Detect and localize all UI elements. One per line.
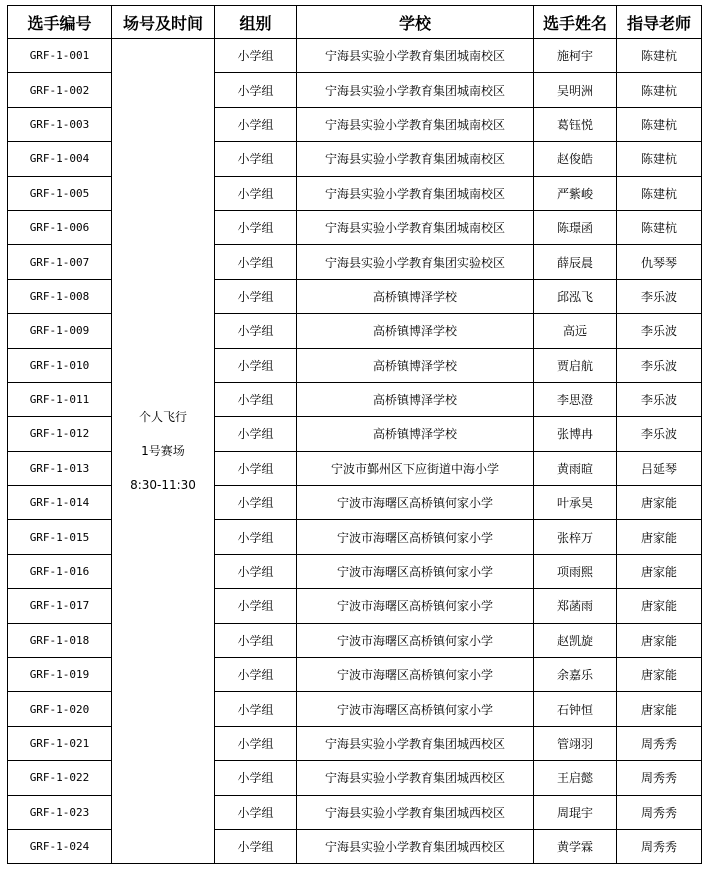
contestant-id-cell: GRF-1-023 [8,795,112,829]
teacher-cell: 周秀秀 [617,795,702,829]
contestant-id-cell: GRF-1-010 [8,348,112,382]
school-cell: 高桥镇博泽学校 [297,314,534,348]
contestant-name-cell: 张博冉 [534,417,617,451]
teacher-cell: 唐家能 [617,554,702,588]
contestant-id-cell: GRF-1-018 [8,623,112,657]
school-cell: 宁海县实验小学教育集团城西校区 [297,795,534,829]
teacher-cell: 陈建杭 [617,176,702,210]
contestant-id-cell: GRF-1-015 [8,520,112,554]
contestant-name-cell: 赵俊皓 [534,142,617,176]
contestant-table [7,5,702,864]
school-cell: 宁波市海曙区高桥镇何家小学 [297,658,534,692]
group-cell: 小学组 [215,39,297,73]
school-cell: 高桥镇博泽学校 [297,348,534,382]
group-cell: 小学组 [215,142,297,176]
school-cell: 高桥镇博泽学校 [297,417,534,451]
header-contestant-name: 选手姓名 [534,6,617,39]
group-cell: 小学组 [215,829,297,863]
teacher-cell: 陈建杭 [617,210,702,244]
teacher-cell: 唐家能 [617,486,702,520]
group-cell: 小学组 [215,623,297,657]
school-cell: 高桥镇博泽学校 [297,382,534,416]
contestant-id-cell: GRF-1-021 [8,726,112,760]
teacher-cell: 李乐波 [617,348,702,382]
group-cell: 小学组 [215,348,297,382]
teacher-cell: 周秀秀 [617,761,702,795]
teacher-cell: 唐家能 [617,589,702,623]
header-contestant-id: 选手编号 [8,6,112,39]
teacher-cell: 陈建杭 [617,73,702,107]
contestant-id-cell: GRF-1-024 [8,829,112,863]
group-cell: 小学组 [215,486,297,520]
teacher-cell: 唐家能 [617,520,702,554]
header-school: 学校 [297,6,534,39]
contestant-name-cell: 薛辰晨 [534,245,617,279]
school-cell: 高桥镇博泽学校 [297,279,534,313]
contestant-id-cell: GRF-1-007 [8,245,112,279]
school-cell: 宁波市海曙区高桥镇何家小学 [297,486,534,520]
school-cell: 宁海县实验小学教育集团城南校区 [297,107,534,141]
school-cell: 宁海县实验小学教育集团实验校区 [297,245,534,279]
contestant-id-cell: GRF-1-014 [8,486,112,520]
school-cell: 宁波市海曙区高桥镇何家小学 [297,520,534,554]
contestant-name-cell: 管翊羽 [534,726,617,760]
group-cell: 小学组 [215,589,297,623]
table-body [8,39,702,864]
school-cell: 宁海县实验小学教育集团城南校区 [297,176,534,210]
table-row [8,39,702,73]
teacher-cell: 李乐波 [617,279,702,313]
header-teacher: 指导老师 [617,6,702,39]
group-cell: 小学组 [215,279,297,313]
contestant-name-cell: 葛钰悦 [534,107,617,141]
teacher-cell: 李乐波 [617,417,702,451]
contestant-id-cell: GRF-1-004 [8,142,112,176]
contestant-name-cell: 高远 [534,314,617,348]
school-cell: 宁海县实验小学教育集团城南校区 [297,39,534,73]
school-cell: 宁波市海曙区高桥镇何家小学 [297,589,534,623]
school-cell: 宁海县实验小学教育集团城西校区 [297,829,534,863]
contestant-name-cell: 余嘉乐 [534,658,617,692]
contestant-name-cell: 邱泓飞 [534,279,617,313]
group-cell: 小学组 [215,726,297,760]
venue-time: 8:30-11:30 [130,478,196,493]
group-cell: 小学组 [215,107,297,141]
group-cell: 小学组 [215,176,297,210]
school-cell: 宁海县实验小学教育集团城南校区 [297,73,534,107]
group-cell: 小学组 [215,210,297,244]
teacher-cell: 周秀秀 [617,726,702,760]
group-cell: 小学组 [215,554,297,588]
contestant-id-cell: GRF-1-017 [8,589,112,623]
contestant-name-cell: 吴明洲 [534,73,617,107]
contestant-name-cell: 施柯宇 [534,39,617,73]
contestant-name-cell: 周琨宇 [534,795,617,829]
contestant-name-cell: 黄雨暄 [534,451,617,485]
group-cell: 小学组 [215,658,297,692]
teacher-cell: 李乐波 [617,314,702,348]
contestant-id-cell: GRF-1-002 [8,73,112,107]
school-cell: 宁海县实验小学教育集团城西校区 [297,761,534,795]
header-group: 组别 [215,6,297,39]
venue-field: 1号赛场 [141,444,185,459]
contestant-name-cell: 李思澄 [534,382,617,416]
contestant-id-cell: GRF-1-020 [8,692,112,726]
school-cell: 宁波市海曙区高桥镇何家小学 [297,623,534,657]
contestant-name-cell: 赵凯旋 [534,623,617,657]
teacher-cell: 唐家能 [617,692,702,726]
venue-time-cell [112,39,215,864]
teacher-cell: 周秀秀 [617,829,702,863]
contestant-id-cell: GRF-1-006 [8,210,112,244]
contestant-name-cell: 项雨熙 [534,554,617,588]
teacher-cell: 陈建杭 [617,39,702,73]
group-cell: 小学组 [215,795,297,829]
school-cell: 宁波市海曙区高桥镇何家小学 [297,554,534,588]
teacher-cell: 陈建杭 [617,142,702,176]
contestant-name-cell: 陈璟函 [534,210,617,244]
contestant-name-cell: 王启懿 [534,761,617,795]
contestant-id-cell: GRF-1-019 [8,658,112,692]
group-cell: 小学组 [215,382,297,416]
school-cell: 宁海县实验小学教育集团城西校区 [297,726,534,760]
contestant-name-cell: 黄学霖 [534,829,617,863]
contestant-name-cell: 郑菡雨 [534,589,617,623]
contestant-id-cell: GRF-1-012 [8,417,112,451]
group-cell: 小学组 [215,73,297,107]
teacher-cell: 李乐波 [617,382,702,416]
teacher-cell: 唐家能 [617,623,702,657]
contestant-id-cell: GRF-1-022 [8,761,112,795]
group-cell: 小学组 [215,761,297,795]
school-cell: 宁海县实验小学教育集团城南校区 [297,210,534,244]
school-cell: 宁波市鄞州区下应街道中海小学 [297,451,534,485]
contestant-id-cell: GRF-1-011 [8,382,112,416]
school-cell: 宁海县实验小学教育集团城南校区 [297,142,534,176]
contestant-name-cell: 石钟恒 [534,692,617,726]
group-cell: 小学组 [215,245,297,279]
header-row [8,6,702,39]
teacher-cell: 陈建杭 [617,107,702,141]
venue-event: 个人飞行 [138,410,187,425]
teacher-cell: 仇琴琴 [617,245,702,279]
contestant-name-cell: 严紫峻 [534,176,617,210]
contestant-id-cell: GRF-1-013 [8,451,112,485]
group-cell: 小学组 [215,451,297,485]
group-cell: 小学组 [215,314,297,348]
group-cell: 小学组 [215,417,297,451]
contestant-name-cell: 张梓万 [534,520,617,554]
teacher-cell: 唐家能 [617,658,702,692]
group-cell: 小学组 [215,692,297,726]
contestant-id-cell: GRF-1-005 [8,176,112,210]
contestant-id-cell: GRF-1-016 [8,554,112,588]
header-venue-time: 场号及时间 [112,6,215,39]
contestant-id-cell: GRF-1-003 [8,107,112,141]
teacher-cell: 吕延琴 [617,451,702,485]
contestant-name-cell: 叶承昊 [534,486,617,520]
contestant-id-cell: GRF-1-009 [8,314,112,348]
contestant-id-cell: GRF-1-008 [8,279,112,313]
group-cell: 小学组 [215,520,297,554]
contestant-id-cell: GRF-1-001 [8,39,112,73]
school-cell: 宁波市海曙区高桥镇何家小学 [297,692,534,726]
contestant-name-cell: 贾启航 [534,348,617,382]
